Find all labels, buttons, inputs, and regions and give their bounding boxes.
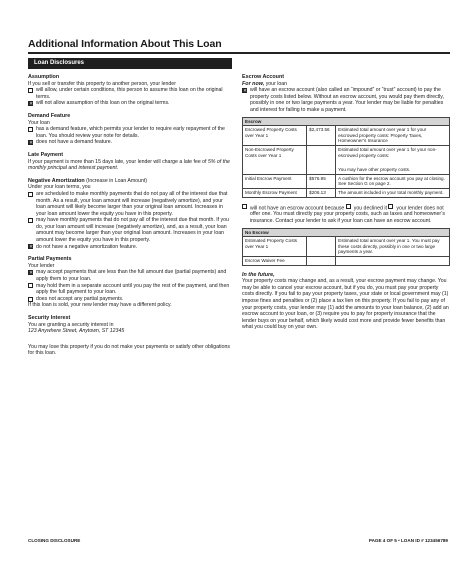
negam-option [28, 191, 234, 217]
negam-option [28, 244, 234, 251]
demand-heading: Demand Feature [28, 112, 71, 119]
checkbox[interactable] [242, 88, 247, 93]
option-text: do not have a negative amortization feature. [36, 243, 138, 250]
option-text: may have monthly payments that do not pay all of the interest due that month. If you do, your loan amount will increase (negatively amortize), and, as a result, your loan amount may become larger than your original loan amount. Increases in your loan amount lower the equity you have in this property. [36, 217, 229, 244]
table-row [243, 237, 450, 257]
option-text [250, 204, 450, 225]
negam-intro: Under your loan terms, you [28, 184, 91, 191]
row-amount [307, 256, 336, 265]
section-banner: Loan Disclosures [28, 58, 232, 69]
late-payment-heading: Late Payment [28, 151, 64, 158]
option-text: are scheduled to make monthly payments that do not pay all of the interest due that month. As a result, your loan amount will increase (negatively amortize), and your loan amount will likely become larger than your original loan amount. Increases in your loan amount lower the equity you have in this property. [36, 190, 228, 217]
checkbox[interactable] [28, 270, 33, 275]
checkbox[interactable] [28, 283, 33, 288]
option-text: may hold them in a separate account until you pay the rest of the payment, and then apply the full payment to your loan. [36, 282, 230, 296]
row-desc [336, 256, 450, 265]
security-note: You may lose this property if you do not make your payments or satisfy other obligations for this loan. [28, 343, 230, 357]
option-text: has a demand feature, which permits your lender to require early repayment of the loan. You should review your note for details. [36, 126, 225, 139]
demand-intro: Your loan [28, 119, 50, 126]
escrow-will-have-option [242, 87, 450, 113]
partial-heading: Partial Payments [28, 256, 72, 263]
partial-option [28, 283, 234, 296]
row-label: Non-Escrowed Property Costs over Year 1 [243, 145, 307, 174]
escrow-subheading: For now, [242, 80, 265, 87]
no-escrow-table [242, 228, 450, 266]
escrow-table [242, 117, 450, 198]
checkbox[interactable] [28, 192, 33, 197]
security-interest-section [28, 315, 234, 357]
escrow-subheading-rest: your loan [264, 80, 288, 87]
row-desc: The amount included in your total monthly payment. [336, 188, 450, 197]
negative-amortization-section [28, 178, 234, 251]
checkbox[interactable] [28, 127, 33, 132]
option-text: may accept payments that are less than the full amount due (partial payments) and apply them to your loan. [36, 269, 227, 283]
row-desc: Estimated total amount over year 1. You must pay these costs directly, possibly in one or two large payments a year. [336, 237, 450, 257]
partial-payments-section [28, 256, 234, 309]
page-title: Additional Information About This Loan [28, 38, 222, 50]
checkbox[interactable] [28, 244, 33, 249]
future-heading: In the future, [242, 271, 275, 278]
row-label: Monthly Escrow Payment [243, 188, 307, 197]
checkbox[interactable] [28, 140, 33, 145]
option-text: does not accept any partial payments. [36, 295, 124, 302]
partial-note: If this loan is sold, your new lender may have a different policy. [28, 302, 172, 309]
table-row [243, 126, 450, 146]
table-row [243, 256, 450, 265]
escrow-future-section [242, 272, 450, 331]
assumption-heading: Assumption [28, 74, 60, 80]
row-desc-main: Estimated total amount over year 1 for your non-escrowed property costs: [338, 146, 437, 158]
option-text: will have an escrow account (also called an “impound” or “trust” account) to pay the property costs listed below. Without an escrow account, you would pay them directly, possibly in one or two large payments a year. Your lender may be liable for penalties and interest for failing to make a payment. [250, 87, 444, 113]
option-text: will not allow assumption of this loan on the original terms. [36, 100, 170, 107]
future-text: Your property costs may change and, as a result, your escrow payment may change. You may be able to cancel your escrow account, but if you do, you must pay your property costs directly. If you fail to pay your property taxes, your state or local government may (1) impose fines and penalties or (2) place a tax lien on this property. If you fail to pay any of your property costs, your lender may (1) add the amounts to your loan balance, (2) add an escrow account to your loan, or (3) require you to pay for property insurance that the lender buys on your behalf, which likely would cost more and provide fewer benefits than what you could buy on your own. [242, 278, 449, 331]
demand-option [28, 139, 234, 146]
row-label: Initial Escrow Payment [243, 174, 307, 188]
left-column [28, 74, 234, 357]
escrow-heading: Escrow Account [242, 74, 285, 80]
table-row [243, 145, 450, 174]
demand-option [28, 126, 234, 139]
will-not-text-c: your lender does not offer one. You must directly pay your property costs, such as taxes and homeowner’s insurance. Contact your lender to ask if your loan can have an escrow account. [250, 204, 445, 224]
table-row [243, 188, 450, 197]
checkbox[interactable] [242, 204, 247, 209]
demand-section [28, 113, 234, 146]
row-desc: Estimated total amount over year 1 for your escrowed property costs: Property Taxes, Homeowner’s Insurance [336, 126, 450, 146]
option-text: will allow, under certain conditions, this person to assume this loan on the original terms. [36, 87, 223, 100]
security-intro: You are granting a security interest in [28, 321, 114, 328]
late-payment-text [28, 159, 234, 172]
table-header-row [243, 228, 450, 237]
late-text-b: 5% of the monthly principal and interest payment. [28, 158, 230, 172]
partial-option [28, 296, 234, 303]
negam-heading: Negative Amortization [28, 177, 85, 184]
row-desc [336, 145, 450, 174]
checkbox[interactable] [28, 88, 33, 93]
partial-option [28, 269, 234, 282]
will-not-text-a: will not have an escrow account because [250, 204, 346, 211]
title-divider [28, 52, 450, 54]
footer-left: CLOSING DISCLOSURE [28, 538, 81, 543]
row-desc-extra: You may have other property costs. [338, 167, 411, 173]
footer-right: PAGE 4 OF 5 • LOAN ID # 123456789 [368, 538, 448, 543]
assumption-option [28, 87, 234, 100]
will-not-text-b: you declined it [353, 204, 389, 211]
partial-intro: Your lender [28, 262, 55, 269]
checkbox[interactable] [28, 101, 33, 106]
property-address: 123 Anywhere Street, Anytown, ST 12345 [28, 328, 125, 335]
table-header: Escrow [243, 117, 450, 126]
checkbox[interactable] [28, 218, 33, 223]
right-column [242, 74, 450, 331]
checkbox[interactable] [388, 204, 393, 209]
row-amount [307, 237, 336, 257]
escrow-subheading-line [242, 81, 450, 88]
negam-option [28, 217, 234, 243]
assumption-section [28, 74, 234, 107]
security-heading: Security Interest [28, 315, 71, 321]
row-amount: $2,473.56 [307, 126, 336, 146]
row-label: Estimated Property Costs over Year 1 [243, 237, 307, 257]
row-label: Escrow Waiver Fee [243, 256, 307, 265]
table-header-row [243, 117, 450, 126]
checkbox[interactable] [346, 204, 351, 209]
table-header: No Escrow [243, 228, 450, 237]
late-text-a: If your payment is more than 15 days late, your lender will charge a late fee of [28, 158, 208, 165]
checkbox[interactable] [28, 297, 33, 302]
assumption-intro: If you sell or transfer this property to another person, your lender [28, 80, 176, 87]
row-desc: A cushion for the escrow account you pay at closing. See Section G on page 2. [336, 174, 450, 188]
row-amount: $206.13 [307, 188, 336, 197]
escrow-will-not-option [242, 204, 450, 225]
row-amount [307, 145, 336, 174]
assumption-option [28, 100, 234, 107]
negam-heading-sub: (Increase in Loan Amount) [84, 177, 148, 184]
late-payment-section [28, 152, 234, 172]
negam-heading-line [28, 178, 234, 185]
row-label: Escrowed Property Costs over Year 1 [243, 126, 307, 146]
row-amount: $576.95 [307, 174, 336, 188]
option-text: does not have a demand feature. [36, 139, 113, 146]
table-row [243, 174, 450, 188]
